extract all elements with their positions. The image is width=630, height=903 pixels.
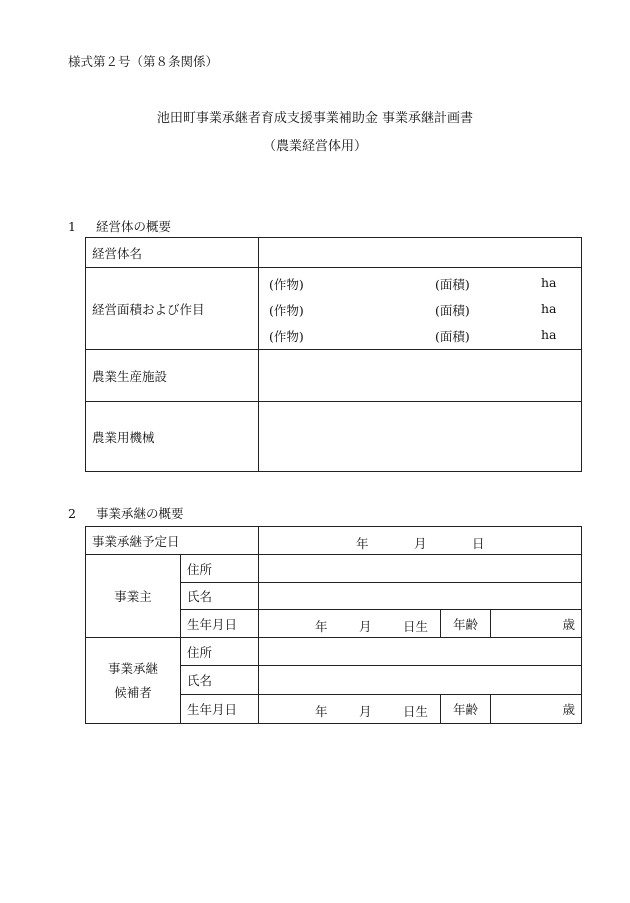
born-label: 日生: [403, 619, 429, 634]
area-label: (面積): [435, 276, 470, 292]
successor-birthdate-label: 生年月日: [181, 695, 259, 724]
year-label: 年: [315, 704, 328, 719]
successor-address-row: [86, 638, 582, 666]
document-title: 池田町事業承継者育成支援事業補助金 事業承継計画書: [156, 111, 474, 126]
successor-name-label: 氏名: [181, 666, 259, 695]
owner-address-label: 住所: [181, 555, 259, 583]
area-label: (面積): [435, 328, 470, 344]
owner-age-field[interactable]: [491, 610, 582, 638]
month-label: 月: [359, 619, 372, 634]
entity-overview-table: [85, 237, 582, 472]
successor-address-label: 住所: [181, 638, 259, 666]
owner-name-label: 氏名: [181, 583, 259, 610]
succession-overview-table: [85, 526, 582, 724]
successor-label-line1: 事業承継: [107, 660, 158, 676]
entity-name-label: 経営体名: [86, 238, 259, 268]
area-unit: ha: [541, 300, 557, 316]
section1-title: 経営体の概要: [96, 219, 172, 234]
year-label: 年: [315, 619, 328, 634]
section2-number: 2: [68, 506, 76, 521]
area-crop-row: [86, 268, 582, 350]
successor-age-field[interactable]: [491, 695, 582, 724]
born-label: 日生: [403, 704, 429, 719]
entity-name-field[interactable]: [259, 238, 582, 268]
facilities-row: [86, 350, 582, 402]
month-label: 月: [414, 536, 427, 551]
planned-date-row: [86, 527, 582, 555]
owner-birthdate-field[interactable]: [259, 610, 441, 638]
machinery-row: [86, 402, 582, 472]
owner-name-field[interactable]: [259, 583, 582, 610]
owner-age-label: 年齢: [441, 610, 491, 638]
section2-title: 事業承継の概要: [96, 506, 184, 521]
area-crop-label: 経営面積および作目: [86, 268, 259, 350]
form-number: 様式第２号（第８条関係）: [68, 54, 219, 69]
section1-number: 1: [68, 219, 76, 234]
area-unit: ha: [541, 274, 557, 290]
owner-birthdate-label: 生年月日: [181, 610, 259, 638]
entity-name-row: [86, 238, 582, 268]
planned-date-field[interactable]: [259, 527, 582, 555]
crop-label: (作物): [269, 302, 304, 318]
section2-heading: [68, 504, 184, 522]
crop-line-3: [265, 327, 575, 345]
successor-name-field[interactable]: [259, 666, 582, 695]
facilities-label: 農業生産施設: [86, 350, 259, 402]
machinery-label: 農業用機械: [86, 402, 259, 472]
crop-label: (作物): [269, 328, 304, 344]
owner-address-row: [86, 555, 582, 583]
successor-address-field[interactable]: [259, 638, 582, 666]
successor-birthdate-field[interactable]: [259, 695, 441, 724]
planned-date-label: 事業承継予定日: [86, 527, 259, 555]
owner-address-field[interactable]: [259, 555, 582, 583]
successor-label-line2: 候補者: [114, 684, 152, 700]
facilities-field[interactable]: [259, 350, 582, 402]
area-label: (面積): [435, 302, 470, 318]
day-label: 日: [472, 536, 485, 551]
age-unit: 歳: [562, 702, 576, 717]
document-subtitle: （農業経営体用）: [262, 139, 367, 154]
crop-line-1: [265, 275, 575, 293]
area-unit: ha: [541, 326, 557, 342]
section1-heading: [68, 217, 171, 235]
crop-line-2: [265, 301, 575, 319]
successor-age-label: 年齢: [441, 695, 491, 724]
age-unit: 歳: [562, 616, 576, 632]
month-label: 月: [359, 704, 372, 719]
crop-label: (作物): [269, 276, 304, 292]
year-label: 年: [356, 536, 369, 551]
successor-label: [86, 638, 181, 724]
area-crop-field[interactable]: [259, 268, 582, 350]
machinery-field[interactable]: [259, 402, 582, 472]
owner-label: 事業主: [86, 555, 181, 638]
